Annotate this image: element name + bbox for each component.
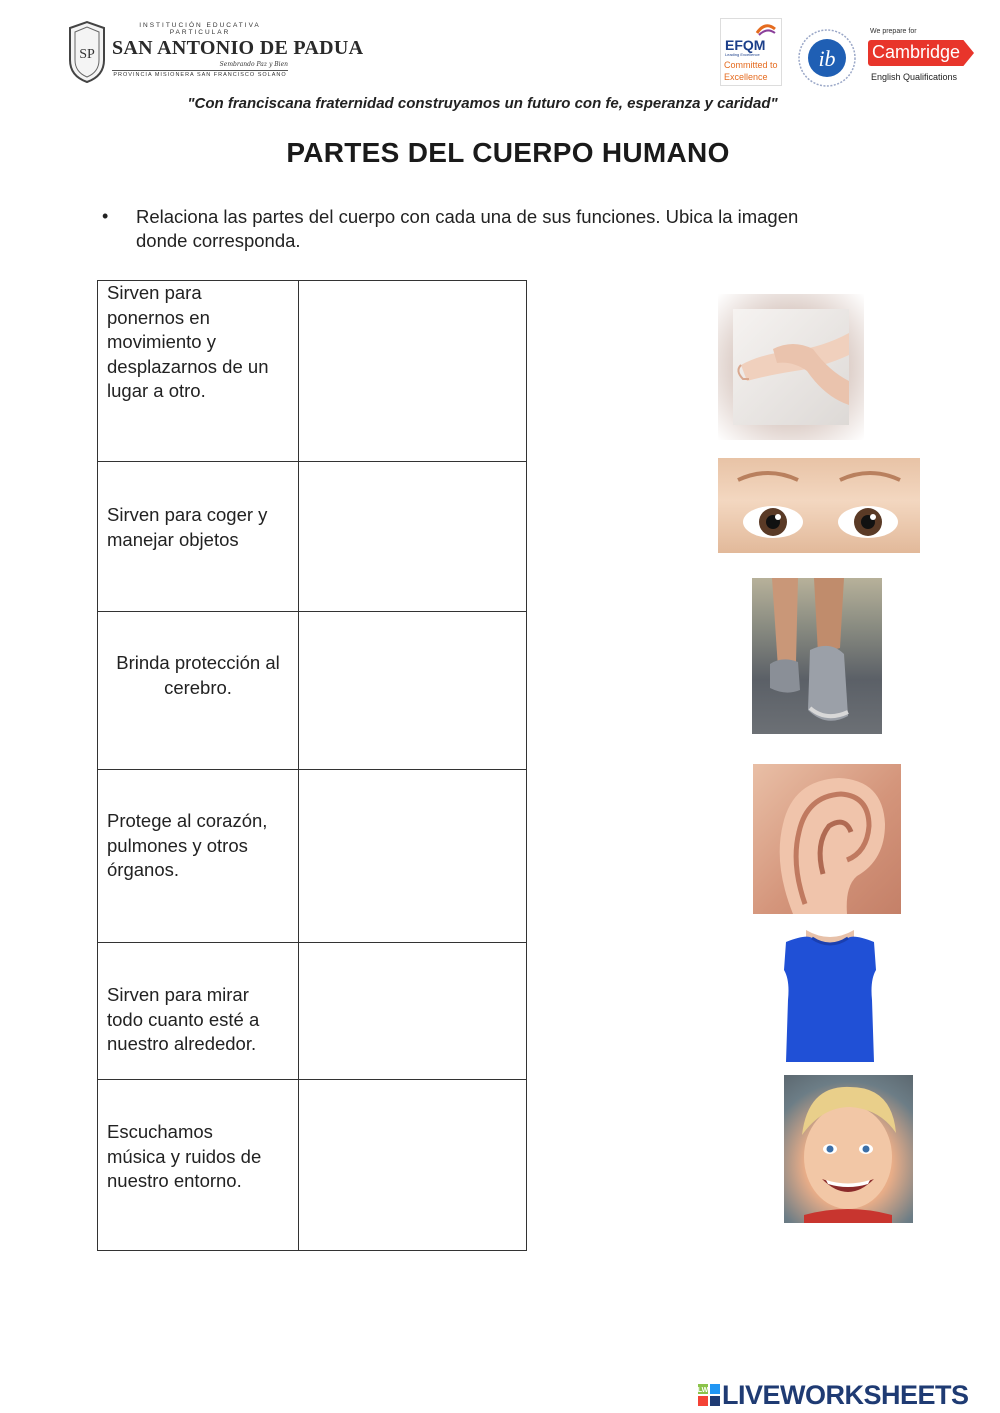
school-province: PROVINCIA MISIONERA SAN FRANCISCO SOLANO [113, 72, 287, 78]
functions-table [97, 280, 527, 1251]
hands-arm-image[interactable] [718, 294, 864, 440]
table-row [98, 943, 527, 1080]
school-logo [64, 18, 364, 88]
liveworksheets-logo: LW LIVEWORKSHEETS [698, 1380, 969, 1410]
eyes-icon [718, 458, 920, 553]
school-motto: Sembrando Paz y Bien [219, 61, 288, 68]
svg-text:SP: SP [79, 47, 95, 62]
eyes-image[interactable] [718, 458, 920, 553]
school-subtitle: INSTITUCIÓN EDUCATIVA PARTICULAR [139, 22, 261, 36]
table-row [98, 612, 527, 770]
boy-face-icon [784, 1075, 913, 1223]
cambridge-logo: We prepare for Cambridge English Qualifications [866, 24, 982, 88]
function-cell: Sirven para coger y manejar objetos [98, 462, 299, 612]
efqm-swoosh-icon [755, 21, 777, 37]
hands-arm-icon [733, 309, 849, 425]
bullet-icon: • [102, 206, 109, 226]
svg-text:LW: LW [698, 1387, 709, 1394]
school-name: SAN ANTONIO DE PADUA [112, 37, 364, 59]
drop-zone[interactable] [299, 770, 527, 943]
function-cell: Brinda protección al cerebro. [98, 612, 299, 770]
drop-zone[interactable] [299, 1080, 527, 1251]
feet-icon [752, 578, 882, 734]
function-cell: Sirven para ponernos en movimiento y desplazarnos de un lugar a otro. [98, 281, 299, 462]
drop-zone[interactable] [299, 462, 527, 612]
feet-walking-image[interactable] [752, 578, 882, 734]
blue-shirt-torso-image[interactable] [776, 930, 884, 1062]
ear-icon [753, 764, 901, 914]
efqm-logo: EFQM Leading Excellence Committed to Excellence [720, 18, 782, 86]
function-cell: Escuchamos música y ruidos de nuestro entorno. [98, 1080, 299, 1251]
instruction-text: Relaciona las partes del cuerpo con cada una de sus funciones. Ubica la imagen donde corresponda. [136, 206, 799, 251]
table-row [98, 462, 527, 612]
function-cell: Sirven para mirar todo cuanto esté a nuestro alrededor. [98, 943, 299, 1080]
svg-text:ib: ib [818, 46, 836, 71]
torso-icon [776, 930, 884, 1062]
table-row [98, 281, 527, 462]
drop-zone[interactable] [299, 612, 527, 770]
school-motto-banner: "Con franciscana fraternidad construyamos un futuro con fe, esperanza y caridad" [187, 95, 778, 112]
table-row [98, 770, 527, 943]
page-title: PARTES DEL CUERPO HUMANO [286, 137, 730, 168]
drop-zone[interactable] [299, 281, 527, 462]
ib-logo [797, 28, 857, 88]
drop-zone[interactable] [299, 943, 527, 1080]
function-cell: Protege al corazón, pulmones y otros órganos. [98, 770, 299, 943]
boy-head-image[interactable] [784, 1075, 913, 1223]
school-crest-icon [66, 20, 108, 84]
table-row [98, 1080, 527, 1251]
ear-image[interactable] [753, 764, 901, 914]
liveworksheets-icon [698, 1384, 720, 1406]
